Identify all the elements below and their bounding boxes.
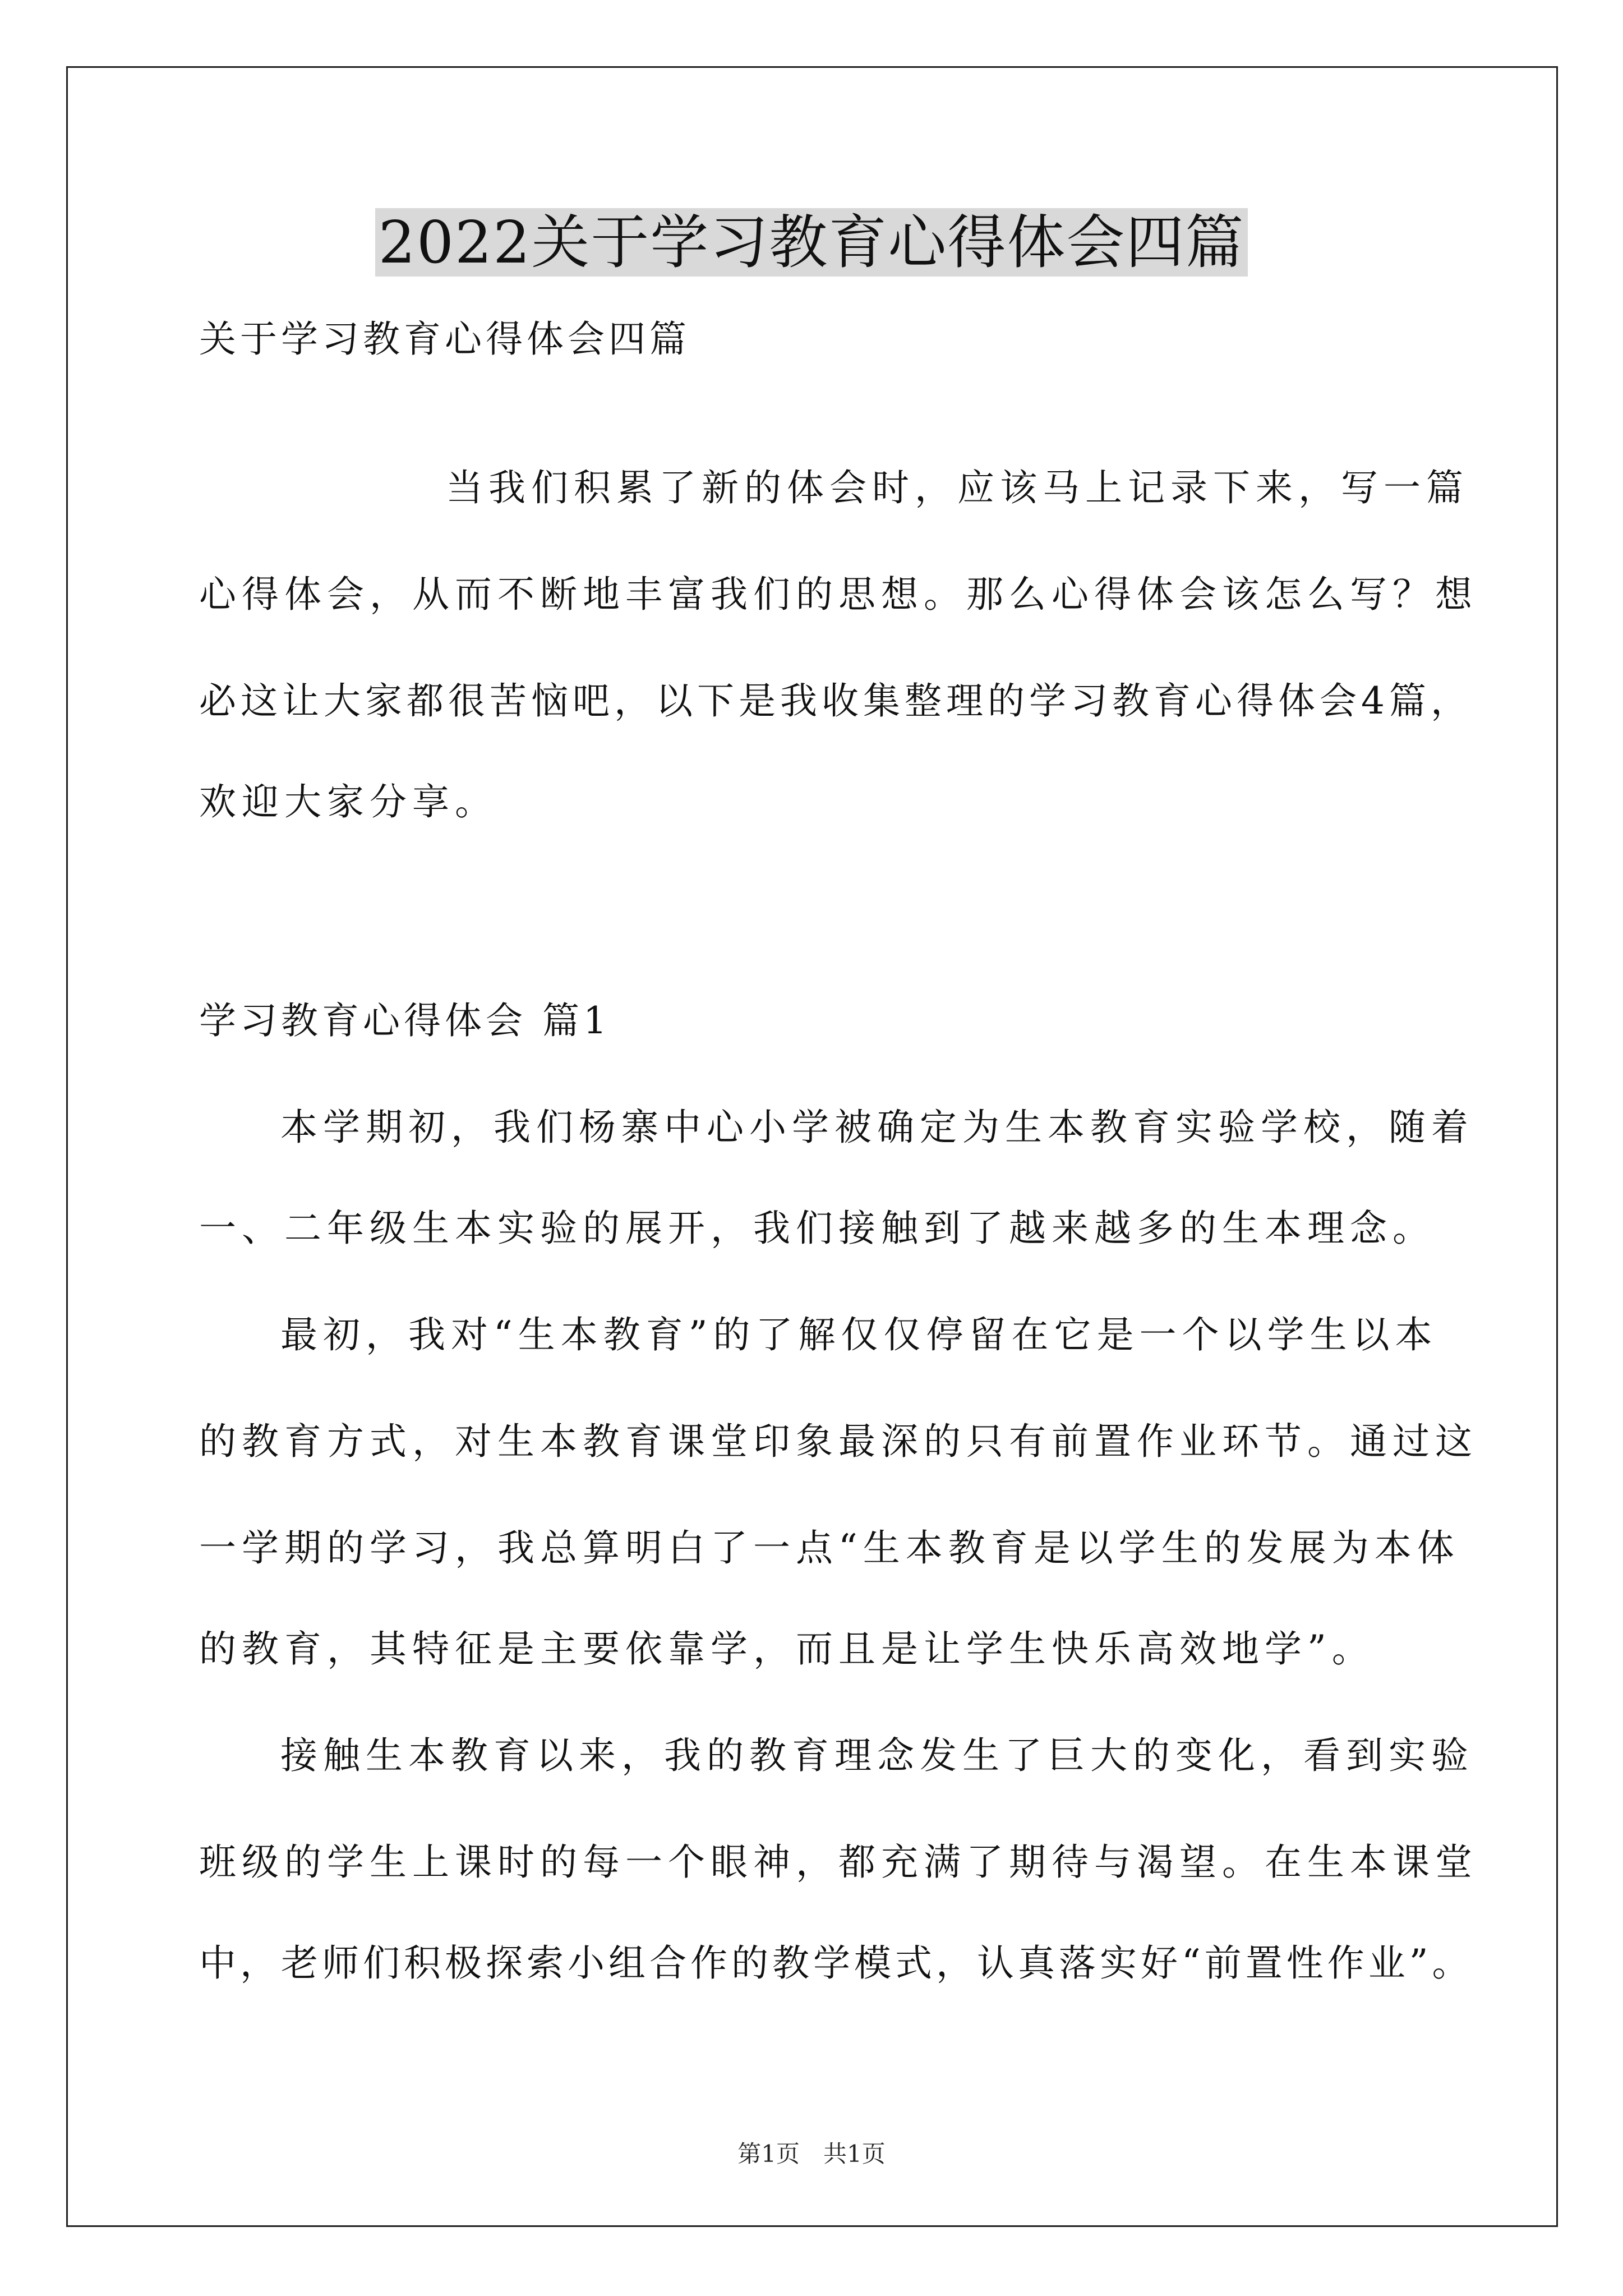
document-title-text: 2022关于学习教育心得体会四篇	[375, 208, 1248, 277]
intro-line: 欢迎大家分享。	[199, 780, 497, 823]
intro-line: 心得体会，从而不断地丰富我们的思想。那么心得体会该怎么写？想	[199, 573, 1478, 616]
body-line: 的教育，其特征是主要依靠学，而且是让学生快乐高效地学”。	[199, 1627, 1375, 1671]
body-line: 的教育方式，对生本教育课堂印象最深的只有前置作业环节。通过这	[199, 1420, 1478, 1463]
body-line: 接触生本教育以来，我的教育理念发生了巨大的变化，看到实验	[280, 1734, 1474, 1777]
intro-line: 必这让大家都很苦恼吧，以下是我收集整理的学习教育心得体会4篇，	[199, 679, 1472, 723]
document-title	[0, 203, 1623, 282]
page-number-footer: 第1页 共1页	[737, 2140, 886, 2168]
section-title: 学习教育心得体会 篇1	[199, 999, 611, 1042]
body-line: 本学期初，我们杨寨中心小学被确定为生本教育实验学校，随着	[280, 1106, 1474, 1149]
body-line: 班级的学生上课时的每一个眼神，都充满了期待与渴望。在生本课堂	[199, 1841, 1478, 1884]
intro-line: 当我们积累了新的体会时，应该马上记录下来，写一篇	[446, 466, 1469, 509]
body-line: 一、二年级生本实验的展开，我们接触到了越来越多的生本理念。	[199, 1207, 1435, 1250]
body-line: 一学期的学习，我总算明白了一点“生本教育是以学生的发展为本体	[199, 1526, 1460, 1570]
body-line: 中，老师们积极探索小组合作的教学模式，认真落实好“前置性作业”。	[199, 1941, 1473, 1985]
document-heading: 关于学习教育心得体会四篇	[199, 318, 690, 361]
body-line: 最初，我对“生本教育”的了解仅仅停留在它是一个以学生以本	[280, 1313, 1438, 1356]
